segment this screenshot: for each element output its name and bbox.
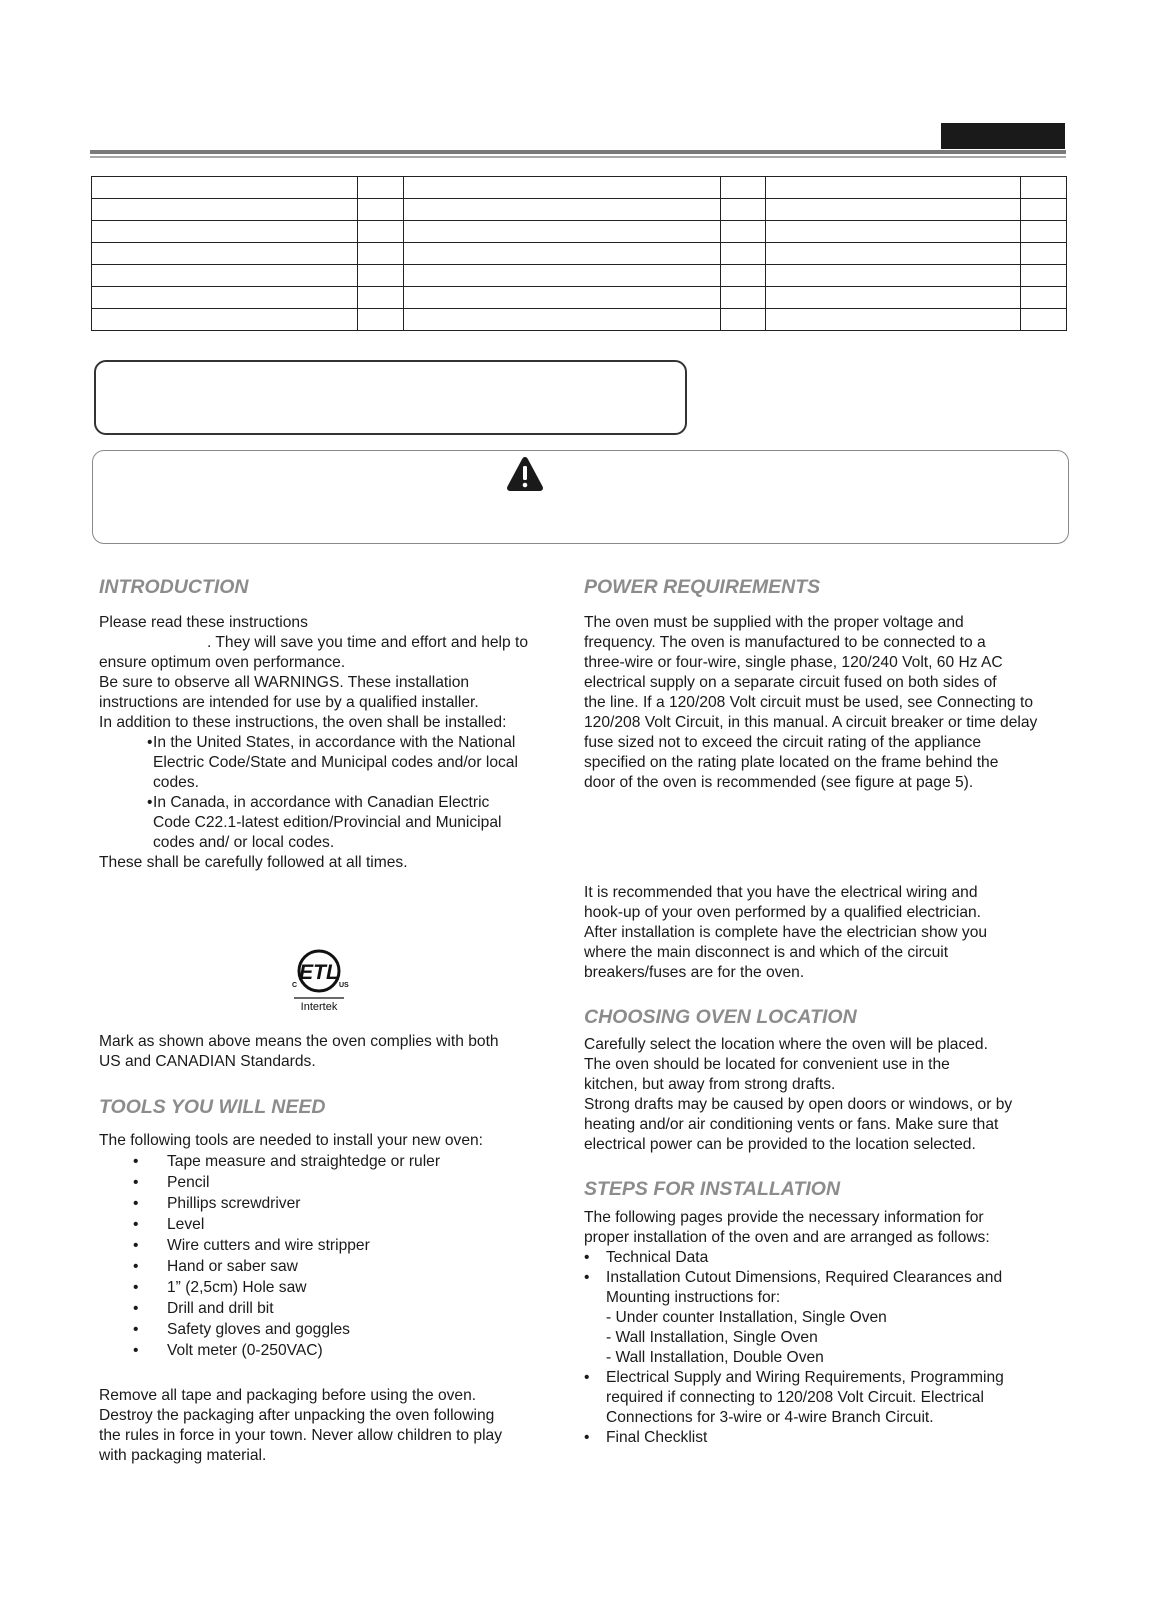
text-line: The oven must be supplied with the proper voltage and <box>584 614 964 631</box>
sub-list-item: - Wall Installation, Double Oven <box>606 1349 824 1366</box>
bullet: • <box>133 1216 139 1233</box>
text-line: US and CANADIAN Standards. <box>99 1053 316 1070</box>
text-line: frequency. The oven is manufactured to be connected to a <box>584 634 986 651</box>
bullet: • <box>584 1249 590 1266</box>
sub-list-item: - Wall Installation, Single Oven <box>606 1329 818 1346</box>
list-item <box>99 1341 483 1362</box>
text-line: ensure optimum oven performance. <box>99 654 346 671</box>
contents-table <box>91 176 1067 331</box>
bullet: • <box>147 734 153 751</box>
list-item <box>99 1173 483 1194</box>
text-line: where the main disconnect is and which of the circuit <box>584 944 949 961</box>
list-item <box>584 1268 1004 1288</box>
etl-listed-mark-icon <box>284 948 354 1018</box>
bullet: • <box>133 1342 139 1359</box>
bullet: • <box>133 1279 139 1296</box>
bullet: • <box>133 1258 139 1275</box>
bullet: • <box>133 1300 139 1317</box>
text-line: These shall be carefully followed at all times. <box>99 854 408 871</box>
list-item-text: In the United States, in accordance with the National <box>153 734 516 751</box>
list-item-text: Drill and drill bit <box>167 1300 274 1317</box>
certification-text <box>99 1032 499 1072</box>
text-line: kitchen, but away from strong drafts. <box>584 1076 836 1093</box>
list-item <box>99 1152 483 1173</box>
svg-text:ETL: ETL <box>299 961 339 984</box>
location-heading: CHOOSING OVEN LOCATION <box>584 1006 857 1028</box>
steps-heading: STEPS FOR INSTALLATION <box>584 1178 841 1200</box>
bullet: • <box>584 1429 590 1446</box>
list-item <box>584 1428 1004 1448</box>
list-item <box>99 1236 483 1257</box>
logo-right-text: US <box>339 982 349 989</box>
list-item <box>584 1248 1004 1268</box>
bullet: • <box>133 1153 139 1170</box>
text-line: In addition to these instructions, the oven shall be installed: <box>99 714 507 731</box>
text-line: three-wire or four-wire, single phase, 120/240 Volt, 60 Hz AC <box>584 654 1003 671</box>
steps-text <box>584 1208 1004 1448</box>
list-item-text: In Canada, in accordance with Canadian Electric <box>153 794 490 811</box>
text-line: heating and/or air conditioning vents or fans. Make sure that <box>584 1116 999 1133</box>
text-line: Destroy the packaging after unpacking the oven following <box>99 1407 495 1424</box>
tools-heading: TOOLS YOU WILL NEED <box>99 1096 326 1118</box>
text-line: hook-up of your oven performed by a qualified electrician. <box>584 904 982 921</box>
logo-text: Intertek <box>300 1001 338 1013</box>
table-row <box>92 221 1067 243</box>
list-item-text: 1” (2,5cm) Hole saw <box>167 1279 307 1296</box>
bullet: • <box>133 1321 139 1338</box>
warning-triangle-icon <box>506 456 544 492</box>
list-item <box>99 1257 483 1278</box>
text-line: with packaging material. <box>99 1447 267 1464</box>
list-item <box>99 1215 483 1236</box>
header-rule <box>90 150 1066 154</box>
text-line: 120/208 Volt Circuit, in this manual. A circuit breaker or time delay <box>584 714 1038 731</box>
text-line: The following tools are needed to install your new oven: <box>99 1132 484 1149</box>
list-item <box>99 1278 483 1299</box>
introduction-heading: INTRODUCTION <box>99 576 249 598</box>
notice-box <box>94 360 687 435</box>
list-item-text: Installation Cutout Dimensions, Required Clearances and <box>606 1269 1003 1286</box>
table-row <box>92 287 1067 309</box>
text-line: codes and/ or local codes. <box>153 834 335 851</box>
text-line: Mark as shown above means the oven complies with both <box>99 1033 499 1050</box>
text-line: The following pages provide the necessary information for <box>584 1209 984 1226</box>
tools-list <box>99 1131 483 1362</box>
bullet: • <box>133 1174 139 1191</box>
packaging-text <box>99 1386 502 1466</box>
list-item-text: Wire cutters and wire stripper <box>167 1237 370 1254</box>
text-line: Please read these instructions <box>99 614 308 631</box>
bullet: • <box>584 1269 590 1286</box>
bullet: • <box>133 1237 139 1254</box>
text-line: After installation is complete have the electrician show you <box>584 924 988 941</box>
list-item-text: Electrical Supply and Wiring Requirements, Programming <box>606 1369 1004 1386</box>
text-line: Be sure to observe all WARNINGS. These installation <box>99 674 470 691</box>
text-line: Code C22.1-latest edition/Provincial and Municipal <box>153 814 502 831</box>
sub-list-item: - Under counter Installation, Single Oven <box>606 1309 887 1326</box>
text-line: . They will save you time and effort and help to <box>207 634 529 651</box>
table-row <box>92 177 1067 199</box>
list-item-text: Tape measure and straightedge or ruler <box>167 1153 441 1170</box>
list-item-text: Phillips screwdriver <box>167 1195 301 1212</box>
text-line: Remove all tape and packaging before using the oven. <box>99 1387 477 1404</box>
list-item <box>99 1194 483 1215</box>
bullet: • <box>147 794 153 811</box>
list-item-text: Final Checklist <box>606 1429 708 1446</box>
text-line: fuse sized not to exceed the circuit rating of the appliance <box>584 734 982 751</box>
table-row <box>92 243 1067 265</box>
electrician-text <box>584 883 987 983</box>
text-line: Carefully select the location where the oven will be placed. <box>584 1036 988 1053</box>
text-line: the line. If a 120/208 Volt circuit must be used, see Connecting to <box>584 694 1034 711</box>
list-item <box>99 1320 483 1341</box>
list-item <box>584 1368 1004 1388</box>
bullet: • <box>584 1369 590 1386</box>
text-line: Connections for 3-wire or 4-wire Branch Circuit. <box>606 1409 934 1426</box>
text-line: instructions are intended for use by a qualified installer. <box>99 694 479 711</box>
text-line: It is recommended that you have the electrical wiring and <box>584 884 978 901</box>
text-line: door of the oven is recommended (see figure at page 5). <box>584 774 974 791</box>
list-item-text: Level <box>167 1216 205 1233</box>
text-line: The oven should be located for convenient use in the <box>584 1056 950 1073</box>
table-row <box>92 265 1067 287</box>
text-line: the rules in force in your town. Never allow children to play <box>99 1427 503 1444</box>
text-line: breakers/fuses are for the oven. <box>584 964 805 981</box>
introduction-text <box>99 613 528 873</box>
text-line: Strong drafts may be caused by open doors or windows, or by <box>584 1096 1013 1113</box>
text-line: required if connecting to 120/208 Volt Circuit. Electrical <box>606 1389 984 1406</box>
text-line: electrical power can be provided to the location selected. <box>584 1136 976 1153</box>
list-item <box>99 793 528 813</box>
text-line: codes. <box>153 774 199 791</box>
header-tab <box>941 123 1065 149</box>
logo-left-text: C <box>292 982 298 989</box>
warning-box <box>92 450 1069 544</box>
list-item-text: Volt meter (0-250VAC) <box>167 1342 323 1359</box>
list-item-text: Pencil <box>167 1174 210 1191</box>
text-line: specified on the rating plate located on the frame behind the <box>584 754 999 771</box>
table-row <box>92 199 1067 221</box>
text-line: Electric Code/State and Municipal codes and/or local <box>153 754 518 771</box>
list-item <box>99 1299 483 1320</box>
table-row <box>92 309 1067 331</box>
list-item-text: Technical Data <box>606 1249 709 1266</box>
power-heading: POWER REQUIREMENTS <box>584 576 821 598</box>
power-text <box>584 613 1037 793</box>
list-item-text: Safety gloves and goggles <box>167 1321 350 1338</box>
list-item-text: Hand or saber saw <box>167 1258 298 1275</box>
text-line: proper installation of the oven and are arranged as follows: <box>584 1229 990 1246</box>
location-text <box>584 1035 1012 1155</box>
text-line: electrical supply on a separate circuit fused on both sides of <box>584 674 997 691</box>
header-rule-thin <box>90 156 1066 158</box>
bullet: • <box>133 1195 139 1212</box>
text-line: Mounting instructions for: <box>606 1289 781 1306</box>
list-item <box>99 733 528 753</box>
